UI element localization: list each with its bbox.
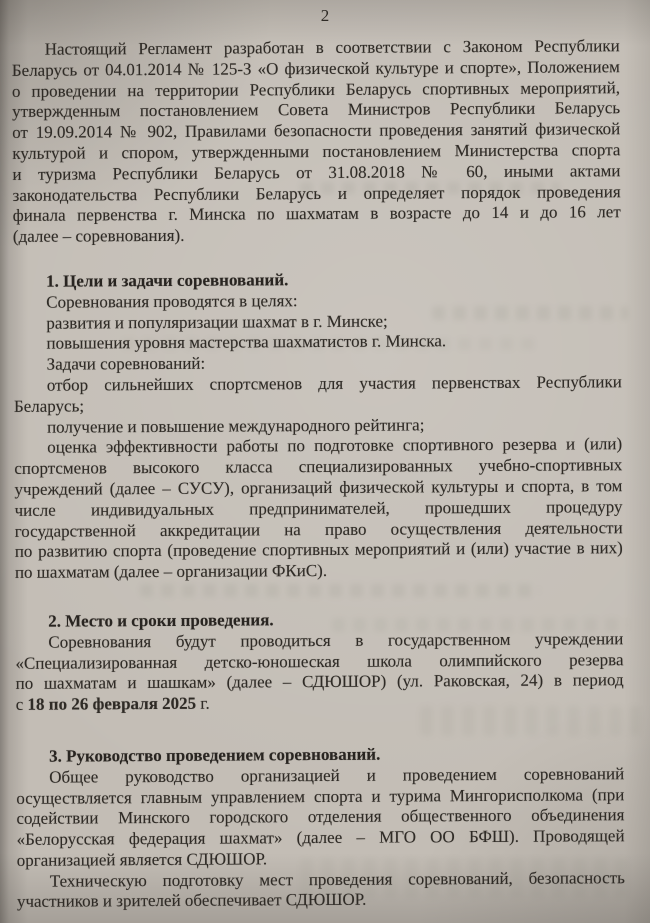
technical-paragraph bbox=[17, 868, 625, 913]
text-line: по развитию спорта (проведение спортивных мероприятий и (или) участие в них) bbox=[14, 538, 623, 562]
text-line: о проведении на территории Республики Беларусь спортивных мероприятий, bbox=[11, 77, 621, 101]
text-line: получение и повышение международного рейтинга; bbox=[46, 414, 425, 437]
competition-dates: 18 по 26 февраля 2025 bbox=[27, 693, 197, 714]
text-line: Настоящий Регламент разработан в соответствии с Законом Республики bbox=[44, 36, 620, 59]
task-item bbox=[14, 372, 622, 417]
text-line: отбор сильнейших спортсменов для участия первенствах Республики bbox=[46, 372, 622, 395]
text-line: (далее – соревнования). bbox=[12, 225, 185, 247]
text-line: и туризма Республики Беларусь от 31.08.2018 № 60, иными актами bbox=[12, 160, 621, 184]
text-line: оценка эффективности работы по подготовке спортивного резерва и (или) bbox=[47, 434, 623, 458]
text-line: Беларусь; bbox=[13, 396, 85, 416]
date-suffix: г. bbox=[196, 693, 210, 713]
section-1-heading: 1. Цели и задачи соревнований. bbox=[46, 270, 289, 291]
text-line: числе индивидуальных предпринимателей, прошедших процедуру bbox=[14, 496, 623, 520]
text-line: Соревнования проводятся в целях: bbox=[46, 290, 298, 312]
text-line: Техническую подготовку мест проведения соревнований, безопасность bbox=[49, 867, 625, 891]
text-line: государственной аккредитации на право осуществления деятельности bbox=[14, 517, 623, 541]
section-3-heading: 3. Руководство проведением соревнований. bbox=[48, 744, 381, 766]
text-line: законодательства Республики Беларусь и определяет порядок проведения bbox=[12, 181, 621, 205]
competition-dates-line bbox=[16, 691, 624, 716]
section-2-heading: 2. Место и сроки проведения. bbox=[48, 610, 274, 631]
page-number: 2 bbox=[320, 6, 330, 25]
task-item bbox=[14, 434, 623, 583]
text-line: участников и зрителей обеспечивает СДЮШОР. bbox=[16, 890, 367, 912]
text-line: от 19.09.2014 № 902, Правилами безопасности проведения занятий физической bbox=[12, 119, 621, 143]
intro-paragraph bbox=[12, 36, 621, 248]
text-line: Общее руководство организацией и проведением соревнований bbox=[49, 763, 625, 787]
text-line: содействии Минского городского отделения общественного объединения bbox=[16, 805, 625, 829]
text-line: учреждений (далее – СУСУ), организаций физической культуры и спорта, в том bbox=[14, 476, 623, 499]
text-line: организацией является СДЮШОР. bbox=[16, 849, 268, 870]
text-line: повышения уровня мастерства шахматистов г. Минска. bbox=[46, 331, 447, 354]
text-line: утвержденным постановлением Совета Министров Республики Беларусь bbox=[12, 98, 621, 122]
text-line: «Белорусская федерация шахмат» (далее – МГО ОО БФШ). Проводящей bbox=[16, 826, 625, 849]
venue-paragraph bbox=[15, 629, 623, 716]
text-line: спортсменов высокого класса специализированных учебно-спортивных bbox=[14, 455, 623, 479]
text-line: по шахматам и шашкам» (далее – СДЮШОР) (ул. Раковская, 24) в период bbox=[15, 670, 624, 694]
management-paragraph bbox=[16, 764, 625, 872]
text-line: «Специализированная детско-юношеская школа олимпийского резерва bbox=[15, 649, 624, 673]
text-line: развития и популяризации шахмат в г. Минске; bbox=[46, 311, 388, 333]
text-line: осуществляется главным управлением спорта и турима Мингорисполкома (при bbox=[16, 784, 625, 808]
text-line: Беларусь от 04.01.2014 № 125-З «О физической культуре и спорте», Положением bbox=[11, 56, 620, 80]
text-line: культурой и спором, утвержденными постановлением Министерства спорта bbox=[12, 140, 621, 163]
text-line: Соревнования будут проводиться в государственном учреждении bbox=[48, 628, 624, 652]
date-prefix: с bbox=[15, 694, 28, 714]
text-line: Задачи соревнований: bbox=[46, 353, 206, 374]
document-text bbox=[12, 36, 625, 913]
text-line: по шахматам (далее – организации ФКиС). bbox=[14, 561, 328, 582]
text-line: финала первенства г. Минска по шахматам в возрасте до 14 и до 16 лет bbox=[12, 202, 621, 226]
